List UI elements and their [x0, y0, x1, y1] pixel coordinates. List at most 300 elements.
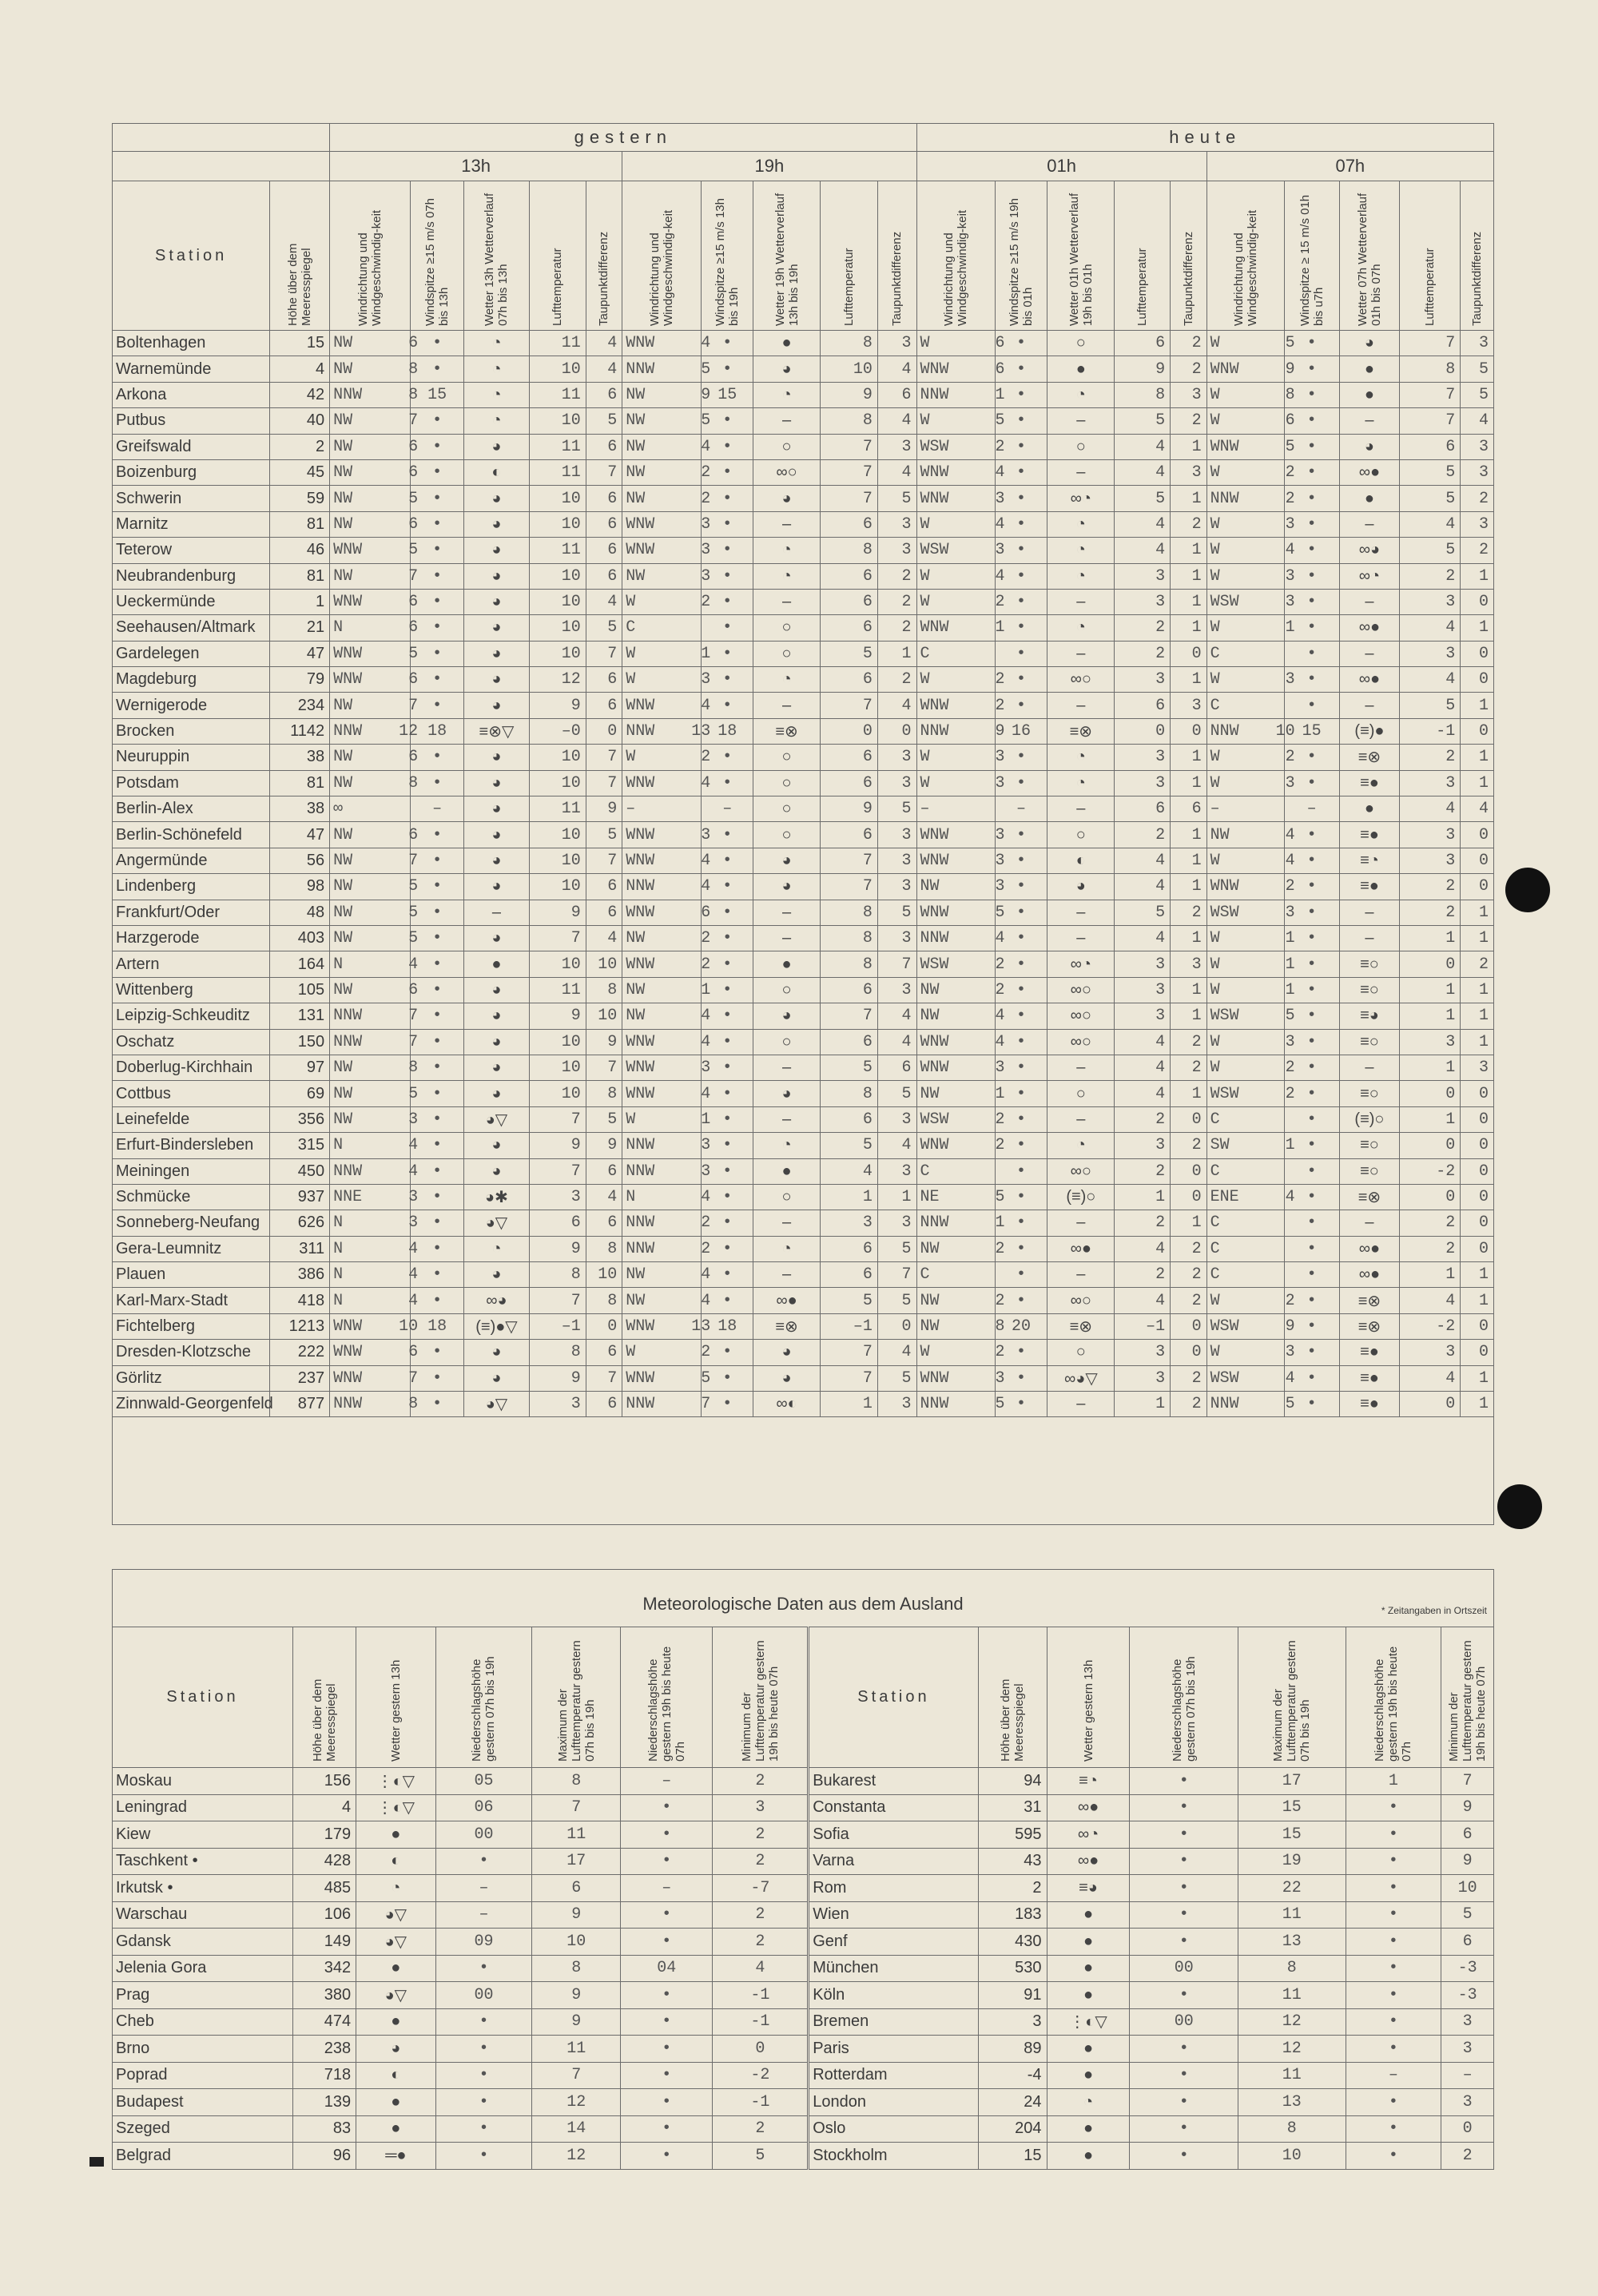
foreign-station-left: Taschkent •	[113, 1848, 293, 1875]
weather-symbol-01: –	[1047, 641, 1115, 666]
dewpoint-diff-07: 0	[1461, 1184, 1494, 1210]
gust-07: •	[1284, 434, 1339, 459]
wind-direction: WSW	[1210, 903, 1239, 922]
dewpoint-diff-13: 7	[586, 459, 622, 485]
station-altitude: 131	[270, 1003, 330, 1029]
foreign-station-right: London	[809, 2089, 978, 2116]
foreign-precip-day-right: •	[1130, 1794, 1238, 1821]
wind-13	[330, 615, 419, 641]
weather-symbol-07: ◕	[1339, 331, 1400, 356]
wind-13	[330, 822, 419, 848]
weather-symbol-01: ∞◕▽	[1047, 1365, 1115, 1391]
foreign-max-temp-right: 12	[1238, 2036, 1346, 2063]
foreign-weather-left: ●	[356, 1955, 435, 1982]
gust-13: •	[411, 615, 464, 641]
weather-symbol-13: ◕	[464, 822, 530, 848]
dewpoint-diff-19: 3	[877, 822, 916, 848]
dewpoint-diff-19: 1	[877, 1184, 916, 1210]
temperature-07: 4	[1400, 667, 1461, 693]
foreign-max-temp-left: 17	[532, 1848, 621, 1875]
dewpoint-diff-19: 4	[877, 1133, 916, 1158]
station-name: Wernigerode	[113, 693, 270, 718]
foreign-min-temp-right: -3	[1441, 1955, 1494, 1982]
foreign-weather-left: ●	[356, 1821, 435, 1849]
domestic-weather-table	[112, 123, 1494, 1525]
temperature-07: 1	[1400, 977, 1461, 1003]
wind-speed: 4	[701, 1188, 711, 1207]
table-row	[113, 1955, 1494, 1982]
wind-direction: WNW	[920, 825, 949, 844]
weather-symbol-07: ◕	[1339, 434, 1400, 459]
dewpoint-diff-07: 1	[1461, 1003, 1494, 1029]
wind-19	[622, 796, 702, 822]
wind-direction: WNW	[333, 644, 363, 663]
gust-07: •	[1284, 356, 1339, 382]
wind-speed: 4	[1285, 1368, 1295, 1388]
gust-13: •	[411, 1288, 464, 1313]
foreign-altitude-right: 89	[978, 2036, 1047, 2063]
station-altitude: 937	[270, 1184, 330, 1210]
foreign-altitude-left: 179	[293, 1821, 356, 1849]
foreign-column-station-right: Station	[809, 1627, 978, 1768]
wind-19	[622, 951, 711, 977]
weather-symbol-19: –	[753, 589, 821, 614]
blank-cell	[113, 1417, 1494, 1525]
foreign-precip-night-left: •	[621, 2062, 713, 2089]
wind-speed: 6	[701, 903, 711, 922]
gust-07: •	[1284, 538, 1339, 563]
temperature-19: 6	[821, 745, 878, 770]
dewpoint-diff-07: 1	[1461, 1365, 1494, 1391]
weather-symbol-13: ◕▽	[464, 1392, 530, 1417]
gust-13: •	[411, 1055, 464, 1080]
foreign-min-temp-right: 10	[1441, 1875, 1494, 1902]
weather-symbol-13: ◕	[464, 1133, 530, 1158]
temperature-07: 4	[1400, 1288, 1461, 1313]
foreign-station-left: Brno	[113, 2036, 293, 2063]
weather-symbol-01: ∞○	[1047, 1003, 1115, 1029]
wind-07	[1206, 1106, 1284, 1132]
foreign-weather-right: ●	[1047, 2143, 1130, 2170]
temperature-19: 8	[821, 900, 878, 925]
wind-speed: 4	[701, 773, 711, 792]
wind-speed: 2	[1285, 1291, 1295, 1310]
foreign-min-temp-right: 3	[1441, 2036, 1494, 2063]
table-row	[113, 874, 1494, 900]
wind-speed: 3	[995, 541, 1005, 560]
gust-13: •	[411, 693, 464, 718]
foreign-weather-left: ⋮◐▽	[356, 1768, 435, 1795]
wind-direction: WNW	[920, 696, 949, 715]
weather-symbol-13: ◕	[464, 848, 530, 873]
column-station: Station	[113, 181, 270, 331]
dewpoint-diff-01: 2	[1171, 331, 1207, 356]
wind-direction: NW	[333, 980, 353, 999]
weather-symbol-07: –	[1339, 925, 1400, 951]
dewpoint-diff-13: 10	[586, 1003, 622, 1029]
weather-symbol-07: –	[1339, 408, 1400, 434]
wind-speed: 4	[995, 1007, 1005, 1026]
weather-symbol-19: ◕	[753, 356, 821, 382]
wind-speed: 2	[995, 670, 1005, 689]
dewpoint-diff-13: 4	[586, 589, 622, 614]
weather-symbol-07: ●	[1339, 486, 1400, 511]
table-row	[113, 900, 1494, 925]
wind-01	[916, 900, 1005, 925]
dewpoint-diff-13: 6	[586, 1210, 622, 1236]
station-name: Seehausen/Altmark	[113, 615, 270, 641]
temperature-07: -2	[1400, 1313, 1461, 1339]
gust-13: •	[411, 1210, 464, 1236]
temperature-07: 0	[1400, 1081, 1461, 1106]
temperature-19: 6	[821, 1236, 878, 1261]
gust-13: •	[411, 874, 464, 900]
dewpoint-diff-19: 5	[877, 1081, 916, 1106]
gust-19: •	[702, 538, 753, 563]
wind-direction: WNW	[626, 1368, 655, 1388]
wind-direction: NW	[626, 929, 646, 948]
wind-07	[1206, 1313, 1295, 1339]
dewpoint-diff-01: 2	[1171, 1262, 1207, 1288]
wind-19	[622, 1081, 711, 1106]
temperature-01: 4	[1115, 1055, 1171, 1080]
table-row	[113, 382, 1494, 407]
gust-07: •	[1284, 511, 1339, 537]
temperature-01: 1	[1115, 1392, 1171, 1417]
temperature-13: 9	[529, 1003, 586, 1029]
weather-symbol-01: ∞○	[1047, 1029, 1115, 1055]
dewpoint-diff-13: 5	[586, 408, 622, 434]
wind-direction: WNW	[626, 852, 655, 870]
dewpoint-diff-01: 1	[1171, 822, 1207, 848]
temperature-13: 10	[529, 770, 586, 796]
wind-19	[622, 925, 711, 951]
weather-symbol-13: ◕▽	[464, 1210, 530, 1236]
foreign-precip-day-right: •	[1130, 1982, 1238, 2009]
weather-symbol-01: ◔	[1047, 1133, 1115, 1158]
gust-13: •	[411, 745, 464, 770]
temperature-07: 2	[1400, 1210, 1461, 1236]
wind-speed: 5	[995, 1188, 1005, 1207]
foreign-column-altitude-right: Höhe über dem Meeresspiegel	[999, 1678, 1027, 1762]
gust-01: •	[995, 745, 1047, 770]
wind-speed: 2	[995, 980, 1005, 999]
foreign-altitude-left: 485	[293, 1875, 356, 1902]
foreign-altitude-right: 430	[978, 1929, 1047, 1956]
wind-13	[330, 925, 419, 951]
dewpoint-diff-19: 5	[877, 1288, 916, 1313]
dewpoint-diff-19: 0	[877, 718, 916, 744]
wind-direction: WNW	[626, 514, 655, 534]
wind-direction: NNW	[333, 1395, 363, 1414]
weather-symbol-13: ◕	[464, 693, 530, 718]
temperature-19: 5	[821, 1288, 878, 1313]
gust-01: •	[995, 874, 1047, 900]
weather-symbol-19: ≡⊗	[753, 1313, 821, 1339]
temperature-13: 10	[529, 563, 586, 589]
temperature-01: 1	[1115, 1184, 1171, 1210]
gust-07: •	[1284, 745, 1339, 770]
dewpoint-diff-19: 5	[877, 1365, 916, 1391]
wind-13	[330, 1133, 419, 1158]
wind-speed: 7	[408, 566, 419, 586]
gust-13: •	[411, 408, 464, 434]
header-13h: 13h	[330, 152, 622, 181]
wind-speed: 6	[408, 593, 419, 612]
wind-direction: C	[1210, 1110, 1220, 1129]
temperature-19: 6	[821, 977, 878, 1003]
station-name: Potsdam	[113, 770, 270, 796]
weather-symbol-07: ≡○	[1339, 1029, 1400, 1055]
wind-01	[916, 1288, 1005, 1313]
wind-direction: NNW	[626, 722, 655, 741]
foreign-precip-night-right: •	[1346, 2036, 1441, 2063]
wind-direction: WSW	[920, 1110, 949, 1129]
wind-19	[622, 538, 711, 563]
wind-direction: NW	[1210, 825, 1230, 844]
wind-direction: WNW	[626, 955, 655, 974]
weather-symbol-07: ●	[1339, 356, 1400, 382]
gust-01: •	[995, 486, 1047, 511]
dewpoint-diff-07: 1	[1461, 693, 1494, 718]
temperature-13: 3	[529, 1392, 586, 1417]
wind-direction: W	[1210, 852, 1220, 870]
dewpoint-diff-01: 1	[1171, 745, 1207, 770]
weather-symbol-19: ○	[753, 1029, 821, 1055]
gust-19: •	[702, 356, 753, 382]
dewpoint-diff-13: 6	[586, 693, 622, 718]
header-07h: 07h	[1206, 152, 1493, 181]
dewpoint-diff-07: 0	[1461, 718, 1494, 744]
gust-01: •	[995, 511, 1047, 537]
wind-13	[330, 511, 419, 537]
gust-13: •	[411, 951, 464, 977]
wind-speed: 7	[408, 1032, 419, 1051]
wind-speed: 3	[701, 1059, 711, 1078]
wind-direction: NNW	[920, 722, 949, 741]
weather-symbol-19: ◕	[753, 1365, 821, 1391]
weather-symbol-01: –	[1047, 1262, 1115, 1288]
temperature-07: 0	[1400, 951, 1461, 977]
gust-19: •	[702, 459, 753, 485]
table-row	[113, 745, 1494, 770]
wind-01	[916, 434, 1005, 459]
foreign-max-temp-right: 22	[1238, 1875, 1346, 1902]
foreign-station-left: Prag	[113, 1982, 293, 2009]
station-altitude: 47	[270, 822, 330, 848]
table-row	[113, 1236, 1494, 1261]
station-name: Lindenberg	[113, 874, 270, 900]
weather-symbol-07: ≡⊗	[1339, 1184, 1400, 1210]
wind-speed: 3	[701, 514, 711, 534]
wind-13	[330, 1288, 419, 1313]
wind-13	[330, 1081, 419, 1106]
wind-direction: NNW	[333, 1007, 363, 1026]
temperature-13: 9	[529, 1133, 586, 1158]
temperature-19: 7	[821, 459, 878, 485]
gust-19: •	[702, 745, 753, 770]
temperature-19: 7	[821, 848, 878, 873]
wind-07	[1206, 459, 1295, 485]
foreign-max-temp-left: 9	[532, 2008, 621, 2036]
temperature-13: –1	[529, 1313, 586, 1339]
gust-07: •	[1284, 693, 1339, 718]
foreign-precip-night-right: •	[1346, 2089, 1441, 2116]
station-altitude: 69	[270, 1081, 330, 1106]
wind-speed: 6	[408, 748, 419, 767]
wind-speed: 2	[701, 593, 711, 612]
wind-speed: 3	[1285, 670, 1295, 689]
foreign-station-left: Jelenia Gora	[113, 1955, 293, 1982]
wind-direction: NW	[333, 929, 353, 948]
gust-13: •	[411, 486, 464, 511]
wind-direction: NNW	[626, 1214, 655, 1233]
foreign-altitude-left: 238	[293, 2036, 356, 2063]
foreign-min-temp-left: -2	[713, 2062, 809, 2089]
dewpoint-diff-13: 0	[586, 1313, 622, 1339]
wind-direction: NW	[333, 877, 353, 896]
foreign-min-temp-left: 5	[713, 2143, 809, 2170]
table-row	[113, 1365, 1494, 1391]
weather-symbol-01: ◔	[1047, 511, 1115, 537]
foreign-min-temp-right: 5	[1441, 1901, 1494, 1929]
dewpoint-diff-13: 6	[586, 434, 622, 459]
temperature-19: 6	[821, 615, 878, 641]
gust-13: •	[411, 331, 464, 356]
foreign-max-temp-left: 6	[532, 1875, 621, 1902]
weather-symbol-07: ≡⊗	[1339, 1288, 1400, 1313]
dewpoint-diff-07: 0	[1461, 822, 1494, 848]
foreign-precip-day-left: •	[435, 1955, 532, 1982]
dewpoint-diff-19: 6	[877, 382, 916, 407]
temperature-19: 8	[821, 408, 878, 434]
table-row	[113, 486, 1494, 511]
weather-symbol-13: ≡⊗▽	[464, 718, 530, 744]
weather-symbol-01: ◔	[1047, 770, 1115, 796]
wind-speed: 4	[995, 929, 1005, 948]
station-name: Plauen	[113, 1262, 270, 1288]
table-row	[113, 2089, 1494, 2116]
foreign-min-temp-right: 6	[1441, 1821, 1494, 1849]
punch-hole-top	[1505, 868, 1550, 912]
wind-direction: WNW	[920, 463, 949, 483]
dewpoint-diff-01: 1	[1171, 486, 1207, 511]
gust-19: •	[702, 693, 753, 718]
wind-speed: 6	[408, 670, 419, 689]
foreign-max-temp-left: 8	[532, 1768, 621, 1795]
temperature-07: 5	[1400, 486, 1461, 511]
weather-symbol-19: –	[753, 511, 821, 537]
foreign-weather-right: ●	[1047, 2036, 1130, 2063]
wind-07	[1206, 331, 1295, 356]
wind-19	[622, 1184, 711, 1210]
weather-symbol-07: ●	[1339, 382, 1400, 407]
weather-symbol-13: ◕	[464, 1081, 530, 1106]
wind-direction: C	[920, 1162, 930, 1181]
weather-symbol-01: –	[1047, 1392, 1115, 1417]
gust-01: •	[995, 563, 1047, 589]
dewpoint-diff-19: 0	[877, 1313, 916, 1339]
temperature-01: 3	[1115, 1003, 1171, 1029]
weather-symbol-13: ◔	[464, 356, 530, 382]
wind-direction: W	[1210, 514, 1220, 534]
temperature-13: 11	[529, 977, 586, 1003]
temperature-19: 7	[821, 434, 878, 459]
foreign-max-temp-right: 12	[1238, 2008, 1346, 2036]
wind-direction: NW	[626, 411, 646, 431]
dewpoint-diff-13: 10	[586, 1262, 622, 1288]
foreign-max-temp-right: 15	[1238, 1821, 1346, 1849]
wind-direction: SW	[1210, 1136, 1230, 1155]
weather-symbol-13: ◕	[464, 796, 530, 822]
temperature-07: 5	[1400, 459, 1461, 485]
gust-07: •	[1284, 1210, 1339, 1236]
wind-direction: NNW	[626, 1239, 655, 1258]
weather-symbol-13: ◕	[464, 563, 530, 589]
foreign-weather-left: ◐	[356, 2062, 435, 2089]
dewpoint-diff-07: 0	[1461, 1158, 1494, 1184]
station-altitude: 59	[270, 486, 330, 511]
station-altitude: 4	[270, 356, 330, 382]
weather-symbol-01: ○	[1047, 822, 1115, 848]
column-weather-07h: Wetter 07h Wetterverlauf 01h bis 07h	[1355, 193, 1383, 326]
foreign-station-right: Constanta	[809, 1794, 978, 1821]
dewpoint-diff-13: 9	[586, 1133, 622, 1158]
dewpoint-diff-19: 2	[877, 615, 916, 641]
wind-01	[916, 951, 1005, 977]
gust-19: •	[702, 1365, 753, 1391]
foreign-altitude-left: 4	[293, 1794, 356, 1821]
station-name: Görlitz	[113, 1365, 270, 1391]
weather-symbol-01: ◔	[1047, 615, 1115, 641]
weather-symbol-07: –	[1339, 1055, 1400, 1080]
dewpoint-diff-01: 3	[1171, 382, 1207, 407]
weather-symbol-01: –	[1047, 589, 1115, 614]
wind-direction: NW	[333, 411, 353, 431]
wind-01	[916, 356, 1005, 382]
temperature-07: -2	[1400, 1158, 1461, 1184]
wind-direction: NW	[626, 489, 646, 508]
weather-symbol-13: ◕	[464, 511, 530, 537]
dewpoint-diff-13: 7	[586, 1055, 622, 1080]
gust-19: 18	[702, 1313, 753, 1339]
wind-speed: 8	[1285, 385, 1295, 404]
dewpoint-diff-19: 3	[877, 925, 916, 951]
dewpoint-diff-13: 6	[586, 1340, 622, 1365]
dewpoint-diff-19: 2	[877, 667, 916, 693]
dewpoint-diff-01: 1	[1171, 925, 1207, 951]
gust-13: •	[411, 822, 464, 848]
gust-19: •	[702, 511, 753, 537]
temperature-01: 5	[1115, 900, 1171, 925]
wind-speed: 8	[408, 1059, 419, 1078]
wind-speed: 1	[995, 1214, 1005, 1233]
wind-direction: NNW	[626, 1136, 655, 1155]
dewpoint-diff-01: 0	[1171, 1184, 1207, 1210]
temperature-13: 10	[529, 356, 586, 382]
foreign-altitude-right: 2	[978, 1875, 1047, 1902]
dewpoint-diff-01: 0	[1171, 718, 1207, 744]
gust-01: •	[995, 1106, 1047, 1132]
wind-direction: WNW	[333, 1368, 363, 1388]
temperature-13: 10	[529, 1081, 586, 1106]
temperature-01: 6	[1115, 796, 1171, 822]
wind-direction: NW	[626, 437, 646, 456]
weather-symbol-19: –	[753, 1210, 821, 1236]
wind-speed: 6	[408, 980, 419, 999]
dewpoint-diff-13: 9	[586, 796, 622, 822]
wind-direction: WSW	[1210, 1084, 1239, 1103]
